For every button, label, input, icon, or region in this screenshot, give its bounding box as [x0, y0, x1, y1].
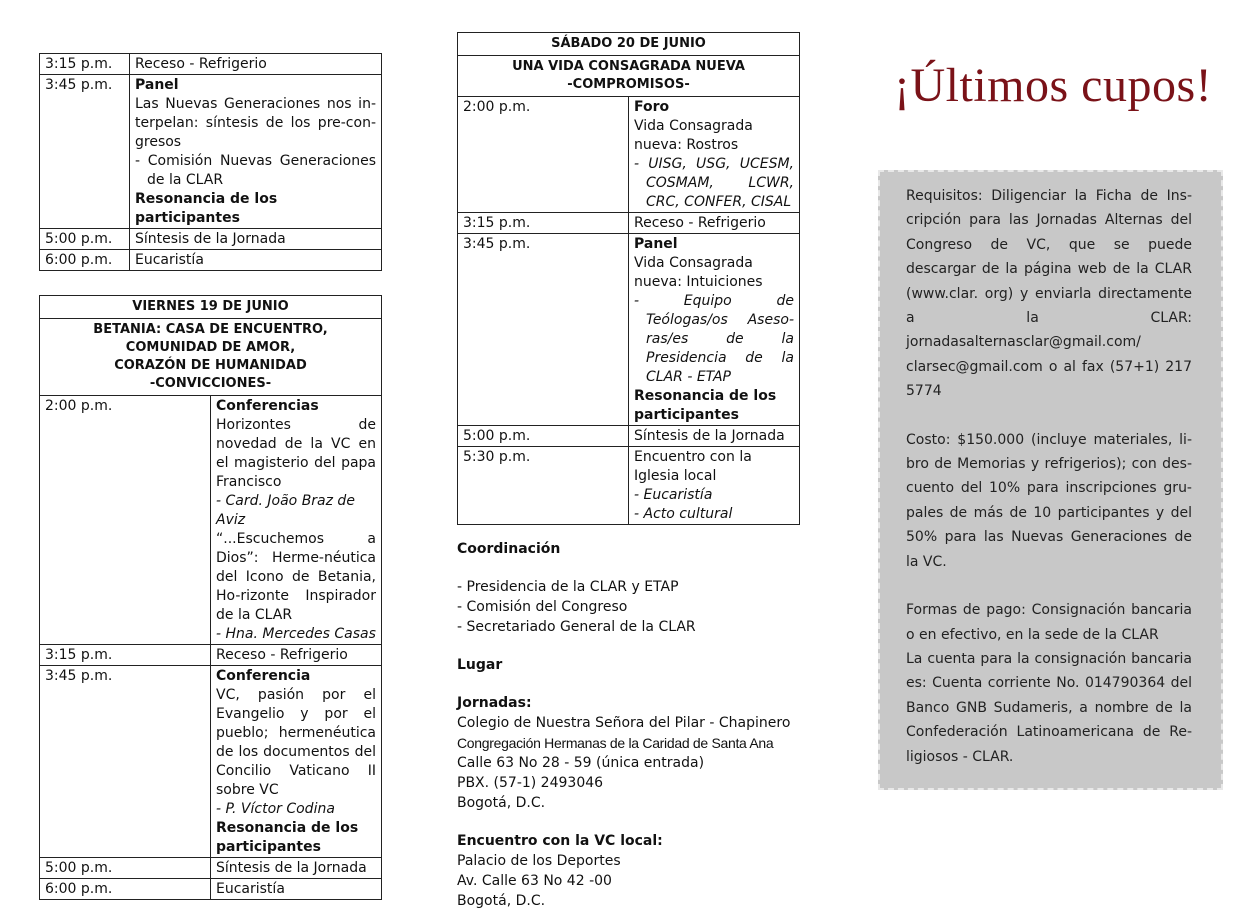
schedule-time: 6:00 p.m.	[40, 879, 211, 900]
schedule-row	[40, 75, 382, 229]
activity-title: Resonancia de los participantes	[216, 820, 359, 855]
activity-line: Receso - Refrigerio	[216, 647, 348, 663]
schedule-activity	[211, 879, 382, 900]
schedule-activity	[629, 234, 800, 426]
schedule-activity	[211, 396, 382, 645]
activity-line: - Eucaristía	[634, 487, 713, 503]
activity-line: Las Nuevas Generaciones nos in-terpelan: síntesis de los pre-con-gresos	[135, 96, 376, 150]
activity-line: VC, pasión por el Evangelio y por el pueblo; hermenéutica de los documentos del Concilio Vaticano II sobre VC	[216, 687, 376, 798]
activity-line: Síntesis de la Jornada	[135, 231, 286, 247]
coordinacion-item: - Secretariado General de la CLAR	[457, 619, 696, 635]
schedule-row	[458, 234, 800, 426]
friday-header: VIERNES 19 DE JUNIO	[40, 296, 382, 319]
friday-theme	[40, 319, 382, 396]
vc-local-line: Palacio de los Deportes	[457, 853, 621, 869]
jornadas-line: Bogotá, D.C.	[457, 795, 546, 811]
thursday-schedule-table	[39, 53, 382, 271]
pago-text: Formas de pago: Consignación bancaria o en efectivo, en la sede de la CLAR	[906, 602, 1192, 643]
activity-line: Horizontes de novedad de la VC en el magisterio del papa Francisco	[216, 417, 376, 490]
activity-line: Receso - Refrigerio	[634, 215, 766, 231]
jornadas-line: Calle 63 No 28 - 59 (única entrada)	[457, 755, 705, 771]
costo-text: Costo: $150.000 (incluye materiales, li-bro de Memorias y refrigerios); con des-cuento del 10% para inscripciones gru-pales de más de 10 participantes y del 50% para las Nuevas Generaciones de la VC.	[906, 431, 1192, 570]
activity-title: Resonancia de los participantes	[634, 388, 777, 423]
schedule-row	[40, 250, 382, 271]
theme-line: BETANIA: CASA DE ENCUENTRO,	[93, 322, 328, 337]
lugar-heading: Lugar	[457, 657, 503, 673]
schedule-time: 3:15 p.m.	[40, 645, 211, 666]
activity-title: Panel	[634, 236, 678, 252]
activity-title: Conferencia	[216, 668, 311, 684]
theme-line: CORAZÓN DE HUMANIDAD	[114, 358, 307, 373]
schedule-time: 2:00 p.m.	[458, 97, 629, 213]
coordinacion-item: - Presidencia de la CLAR y ETAP	[457, 579, 679, 595]
theme-line: -COMPROMISOS-	[567, 77, 690, 92]
schedule-time: 3:45 p.m.	[40, 75, 130, 229]
schedule-activity	[629, 97, 800, 213]
schedule-activity	[130, 54, 382, 75]
activity-line: Eucaristía	[216, 881, 285, 897]
registration-info-box	[878, 170, 1223, 790]
activity-line: - Hna. Mercedes Casas	[216, 626, 376, 642]
schedule-activity	[130, 229, 382, 250]
coordinacion-item: - Comisión del Congreso	[457, 599, 628, 615]
schedule-row	[458, 426, 800, 447]
schedule-time: 5:00 p.m.	[40, 858, 211, 879]
activity-line: Síntesis de la Jornada	[216, 860, 367, 876]
jornadas-line: Colegio de Nuestra Señora del Pilar - Chapinero	[457, 715, 791, 731]
saturday-schedule-table	[457, 32, 800, 525]
schedule-row	[458, 447, 800, 525]
schedule-activity	[629, 213, 800, 234]
jornadas-heading: Jornadas:	[457, 695, 532, 711]
schedule-activity	[211, 858, 382, 879]
schedule-row	[40, 879, 382, 900]
vc-local-line: Av. Calle 63 No 42 -00	[457, 873, 612, 889]
activity-line: - Equipo de Teólogas/os Aseso-ras/es de la Presidencia de la CLAR - ETAP	[634, 293, 794, 385]
schedule-row	[40, 54, 382, 75]
activity-line: Encuentro con la Iglesia local	[634, 449, 752, 484]
schedule-time: 2:00 p.m.	[40, 396, 211, 645]
activity-line: Vida Consagrada nueva: Intuiciones	[634, 255, 763, 290]
vc-local-heading: Encuentro con la VC local:	[457, 833, 663, 849]
schedule-activity	[629, 447, 800, 525]
schedule-activity	[211, 645, 382, 666]
schedule-row	[40, 858, 382, 879]
schedule-time: 5:00 p.m.	[458, 426, 629, 447]
schedule-row	[40, 645, 382, 666]
saturday-header: SÁBADO 20 DE JUNIO	[458, 33, 800, 56]
activity-line: “...Escuchemos a Dios”: Herme-néutica del Icono de Betania, Ho-rizonte Inspirador de la CLAR	[216, 531, 376, 623]
schedule-time: 3:45 p.m.	[458, 234, 629, 426]
activity-title: Foro	[634, 99, 670, 115]
cuenta-text: La cuenta para la consignación bancaria es: Cuenta corriente No. 014790364 del Banco GNB Sudameris, a nombre de la Confederación Latinoamericana de Re-ligiosos - CLAR.	[906, 650, 1192, 765]
jornadas-line: Congregación Hermanas de la Caridad de Santa Ana	[457, 735, 774, 751]
schedule-time: 3:15 p.m.	[458, 213, 629, 234]
schedule-row	[458, 213, 800, 234]
activity-line: Eucaristía	[135, 252, 204, 268]
column-middle	[457, 32, 800, 911]
activity-line: - Card. João Braz de Aviz	[216, 493, 355, 528]
activity-title: Resonancia de los participantes	[135, 191, 278, 226]
activity-line: - P. Víctor Codina	[216, 801, 335, 817]
activity-line: - Comisión Nuevas Generaciones de la CLAR	[135, 153, 376, 188]
schedule-time: 6:00 p.m.	[40, 250, 130, 271]
friday-schedule-table	[39, 295, 382, 900]
theme-line: UNA VIDA CONSAGRADA NUEVA	[512, 59, 745, 74]
vc-local-line: Bogotá, D.C.	[457, 893, 546, 909]
activity-title: Conferencias	[216, 398, 319, 414]
schedule-row	[40, 229, 382, 250]
requisitos-text: Requisitos: Diligenciar la Ficha de Ins-cripción para las Jornadas Alternas del Congreso de VC, que se puede descargar de la página web de la CLAR (www.clar. org) y enviarla directamente a la CLAR: jornadasalternasclar@gmail.com/ clarsec@gmail.com o al fax (57+1) 217 5774	[906, 188, 1192, 400]
activity-title: Panel	[135, 77, 179, 93]
theme-line: COMUNIDAD DE AMOR,	[125, 340, 296, 355]
column-left	[39, 53, 382, 900]
event-info	[457, 539, 800, 911]
schedule-row	[40, 396, 382, 645]
schedule-time: 5:30 p.m.	[458, 447, 629, 525]
schedule-row	[458, 97, 800, 213]
coordinacion-heading: Coordinación	[457, 541, 561, 557]
activity-line: - Acto cultural	[634, 506, 733, 522]
schedule-time: 3:45 p.m.	[40, 666, 211, 858]
activity-line: Síntesis de la Jornada	[634, 428, 785, 444]
schedule-activity	[130, 75, 382, 229]
activity-line: Receso - Refrigerio	[135, 56, 267, 72]
schedule-activity	[629, 426, 800, 447]
schedule-time: 3:15 p.m.	[40, 54, 130, 75]
theme-line: -CONVICCIONES-	[149, 376, 272, 391]
schedule-activity	[130, 250, 382, 271]
activity-line: Vida Consagrada nueva: Rostros	[634, 118, 753, 153]
activity-line: - UISG, USG, UCESM, COSMAM, LCWR, CRC, CONFER, CISAL	[634, 156, 794, 210]
promo-title: ¡Últimos cupos!	[894, 59, 1213, 112]
jornadas-line: PBX. (57-1) 2493046	[457, 775, 604, 791]
saturday-theme	[458, 56, 800, 97]
schedule-time: 5:00 p.m.	[40, 229, 130, 250]
